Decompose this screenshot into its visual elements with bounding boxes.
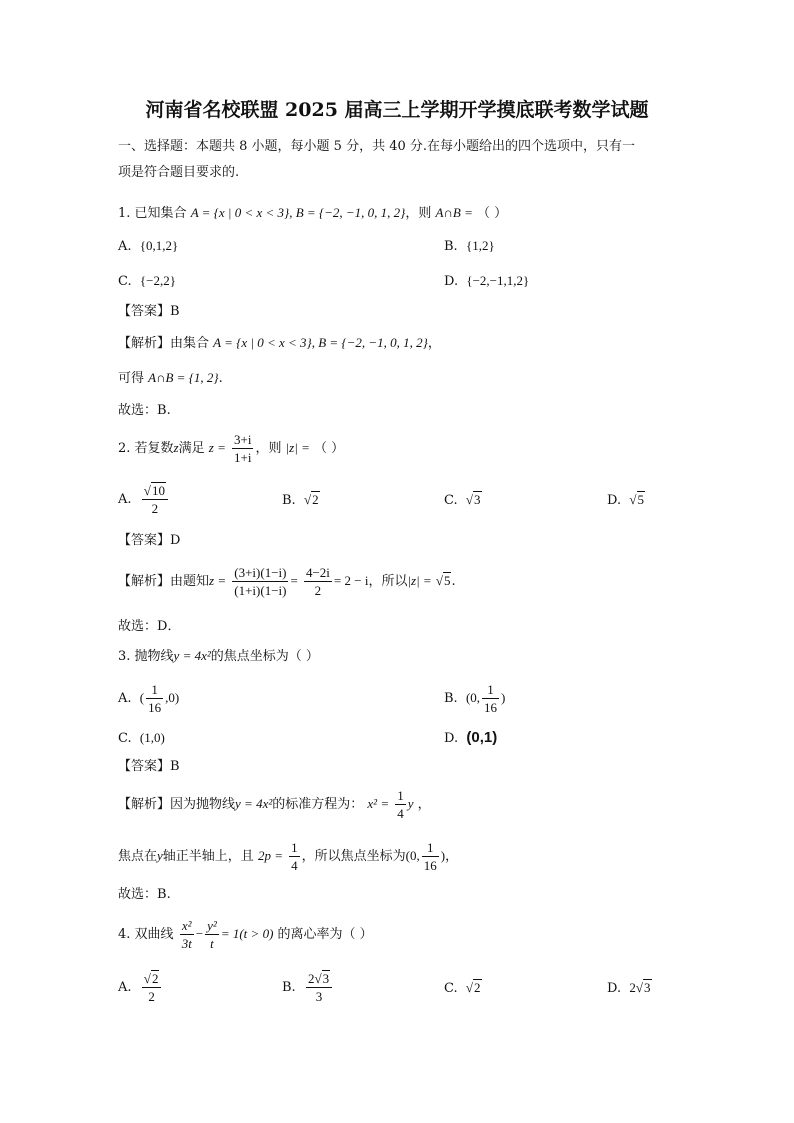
q4-option-a: A. $\frac{√2}{2}$	[118, 968, 163, 1008]
q2-option-b: B. √2	[282, 492, 319, 508]
q2-stem: 2. 若复数z满足 z = $\frac{3+i}{1+i}$ ，则 |z| = （ ）	[118, 432, 345, 465]
q2-choose: 故选：D．	[118, 619, 181, 634]
q4-option-b: B. $\frac{2√3}{3}$	[282, 968, 334, 1008]
q1-stem-suffix: ，则	[405, 206, 432, 221]
q1-option-a: A. {0,1,2}	[118, 238, 179, 254]
q3-stem: 3. 抛物线y = 4x²的焦点坐标为（ ）	[118, 648, 319, 664]
q1-stem-prefix: 1. 已知集合	[118, 206, 187, 221]
q3-option-b: B. (0, $\frac{1}{16}$ )	[444, 682, 506, 715]
q1-answer: 【答案】B	[118, 304, 180, 319]
q3-analysis: 【解析】因为抛物线y = 4x²的标准方程为： x² = $\frac{1}{4}$ y ，	[118, 788, 431, 821]
q4-stem: 4. 双曲线 $\frac{\text{x²}}{3t}$ − $\frac{\text{y²}}{t}$ = 1(t > 0) 的离心率为（ ）	[118, 918, 373, 951]
q2-answer: 【答案】D	[118, 533, 181, 548]
q1-option-d: D. {−2,−1,1,2}	[444, 273, 530, 289]
section-intro-line1: 一、选择题：本题共 8 小题，每小题 5 分，共 40 分.在每小题给出的四个选项中，只有一	[118, 139, 636, 154]
q4-option-c: C. √2	[444, 980, 481, 996]
q2-option-c: C. √3	[444, 492, 481, 508]
q1-intersect: A∩B =	[435, 205, 473, 220]
q3-option-a: A. ( $\frac{1}{16}$ ,0)	[118, 682, 180, 715]
q1-analysis: 【解析】由集合 A = {x | 0 < x < 3}, B = {−2, −1, 0, 1, 2}，	[118, 335, 441, 351]
section-intro-line2: 项是符合题目要求的.	[118, 165, 240, 180]
q3-analysis-line2: 焦点在y轴正半轴上，且 2p = $\frac{1}{4}$ ，所以焦点坐标为(0, $\frac{1}{16}$ )，	[118, 840, 459, 873]
q3-option-d: D. (0,1)	[444, 729, 498, 746]
q1-sets: A = {x | 0 < x < 3}, B = {−2, −1, 0, 1, 2}	[190, 205, 406, 220]
q2-fraction: $\frac{3+i}{1+i}$	[234, 432, 252, 465]
q1-option-b: B. {1,2}	[444, 238, 495, 254]
q3-answer: 【答案】B	[118, 759, 180, 774]
q1-paren: （ ）	[476, 206, 508, 221]
q1-choose: 故选：B.	[118, 403, 171, 418]
q1-stem	[118, 203, 507, 224]
q3-option-c: C. (1,0)	[118, 730, 165, 746]
q4-option-d: D. 2√3	[607, 980, 651, 996]
q2-analysis: 【解析】由题知z = $\frac{(3+i)(1-i)}{(1+i)(1-i)}$ = $\frac{4-2i}{2}$ = 2 − i，所以|z| = √5.	[118, 565, 456, 598]
q1-option-c: C. {−2,2}	[118, 273, 176, 289]
q3-choose: 故选：B.	[118, 887, 171, 902]
q2-option-a: A. $\frac{√10}{2}$	[118, 480, 170, 520]
q1-result: 可得 A∩B = {1, 2}.	[118, 370, 223, 386]
q2-option-d: D. √5	[607, 492, 644, 508]
page-title: 河南省名校联盟 2025 届高三上学期开学摸底联考数学试题	[145, 99, 649, 121]
